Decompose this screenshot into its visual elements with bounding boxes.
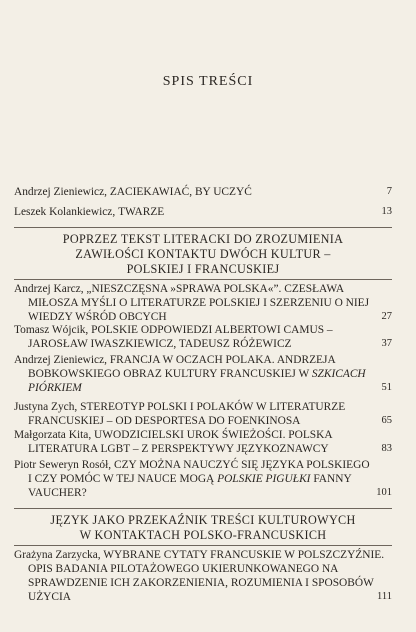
entry-title-italic: SZKICACH (311, 368, 366, 380)
section-heading: POPRZEZ TEKST LITERACKI DO ZROZUMIENIA ZAWIŁOŚCI KONTAKTU DWÓCH KULTUR – POLSKIEJ I FRANCUSKIEJ (62, 232, 344, 276)
section-divider (14, 279, 392, 280)
entry-author: Andrzej Zieniewicz, (14, 186, 110, 198)
entry-page-number: 111 (377, 591, 392, 602)
entry-page-number: 37 (381, 338, 392, 349)
entry-author: Grażyna Zarzycka, (14, 549, 104, 561)
entry-title-line: WIEDZY WŚRÓD OBCYCH (28, 311, 167, 323)
entry-page-number: 83 (381, 443, 392, 454)
entry-title-italic: PIÓRKIEM (28, 382, 82, 394)
page-title: SPIS TREŚCI (162, 74, 254, 89)
entry-title-italic: POLSKIE PIGUŁKI (217, 473, 311, 485)
entry-author: Piotr Seweryn Rosół, (14, 459, 114, 471)
entry-page-number: 51 (381, 382, 392, 393)
entry-page-number: 13 (381, 206, 392, 217)
entry-title-line: I CZY POMÓC W TEJ NAUCE MOGĄ (28, 473, 218, 485)
entry-author: Małgorzata Kita, (14, 429, 95, 441)
entry-title: ZACIEKAWIAĆ, BY UCZYĆ (109, 186, 252, 198)
section-divider (14, 227, 392, 228)
entry-title-line: UWODZICIELSKI UROK ŚWIEŻOŚCI. POLSKA (94, 429, 333, 441)
entry-title-line: WYBRANE CYTATY FRANCUSKIE W POLSZCZYŹNIE. (103, 549, 385, 561)
entry-title-line: MIŁOSZA MYŚLI O LITERATURZE POLSKIEJ I SZERZENIU O NIEJ (28, 297, 370, 309)
entry-page-number: 65 (381, 415, 392, 426)
toc-entry[interactable] (14, 323, 392, 351)
entry-author: Justyna Zych, (14, 401, 81, 413)
entry-title-line: STEREOTYP POLSKI I POLAKÓW W LITERATURZE (80, 401, 346, 413)
entry-title-line: VAUCHER? (28, 487, 87, 499)
section-heading: JĘZYK JAKO PRZEKAŹNIK TREŚCI KULTUROWYCH W KONTAKTACH POLSKO-FRANCUSKICH (50, 513, 356, 542)
entry-author: Andrzej Zieniewicz, (14, 354, 110, 366)
entry-title-line: „NIESZCZĘSNA »SPRAWA POLSKA«”. CZESŁAWA (86, 283, 345, 295)
entry-author: Leszek Kolankiewicz, (14, 206, 119, 218)
entry-author: Tomasz Wójcik, (14, 324, 92, 336)
section-divider (14, 545, 392, 546)
entry-title-line: FRANCJA W OCZACH POLAKA. ANDRZEJA (109, 354, 336, 366)
toc-entry[interactable] (14, 428, 392, 456)
entry-title-line: FANNY (310, 473, 352, 485)
entry-title-line: BOBKOWSKIEGO OBRAZ KULTURY FRANCUSKIEJ W (28, 368, 312, 380)
toc-entry[interactable] (14, 282, 392, 324)
section-divider (14, 508, 392, 509)
toc-entry[interactable] (14, 400, 392, 428)
entry-author: Andrzej Karcz, (14, 283, 87, 295)
entry-page-number: 101 (376, 487, 392, 498)
toc-entry[interactable] (14, 458, 392, 500)
entry-title-line: CZY MOŻNA NAUCZYĆ SIĘ JĘZYKA POLSKIEGO (114, 459, 370, 471)
entry-title-line: FRANCUSKIEJ – OD DESPORTESA DO FOENKINOSA (28, 415, 301, 427)
entry-title: TWARZE (118, 206, 165, 218)
entry-page-number: 27 (381, 311, 392, 322)
toc-entry[interactable] (14, 548, 392, 604)
entry-title-line: JAROSŁAW IWASZKIEWICZ, TADEUSZ RÓŻEWICZ (28, 338, 292, 350)
toc-entry[interactable] (14, 353, 392, 395)
toc-entry[interactable] (14, 185, 392, 199)
entry-title-line: POLSKIE ODPOWIEDZI ALBERTOWI CAMUS – (91, 324, 333, 336)
entry-page-number: 7 (386, 186, 392, 197)
entry-title-line: OPIS BADANIA PILOTAŻOWEGO UKIERUNKOWANEGO NA (28, 563, 339, 575)
entry-title-line: SPRAWDZENIE ICH ZAKORZENIENIA, ROZUMIENIA I SPOSOBÓW (28, 577, 374, 589)
toc-entry[interactable] (14, 205, 392, 219)
entry-title-line: LITERATURA LGBT – Z PERSPEKTYWY JĘZYKOZNAWCY (28, 443, 329, 455)
entry-title-line: UŻYCIA (28, 591, 72, 603)
